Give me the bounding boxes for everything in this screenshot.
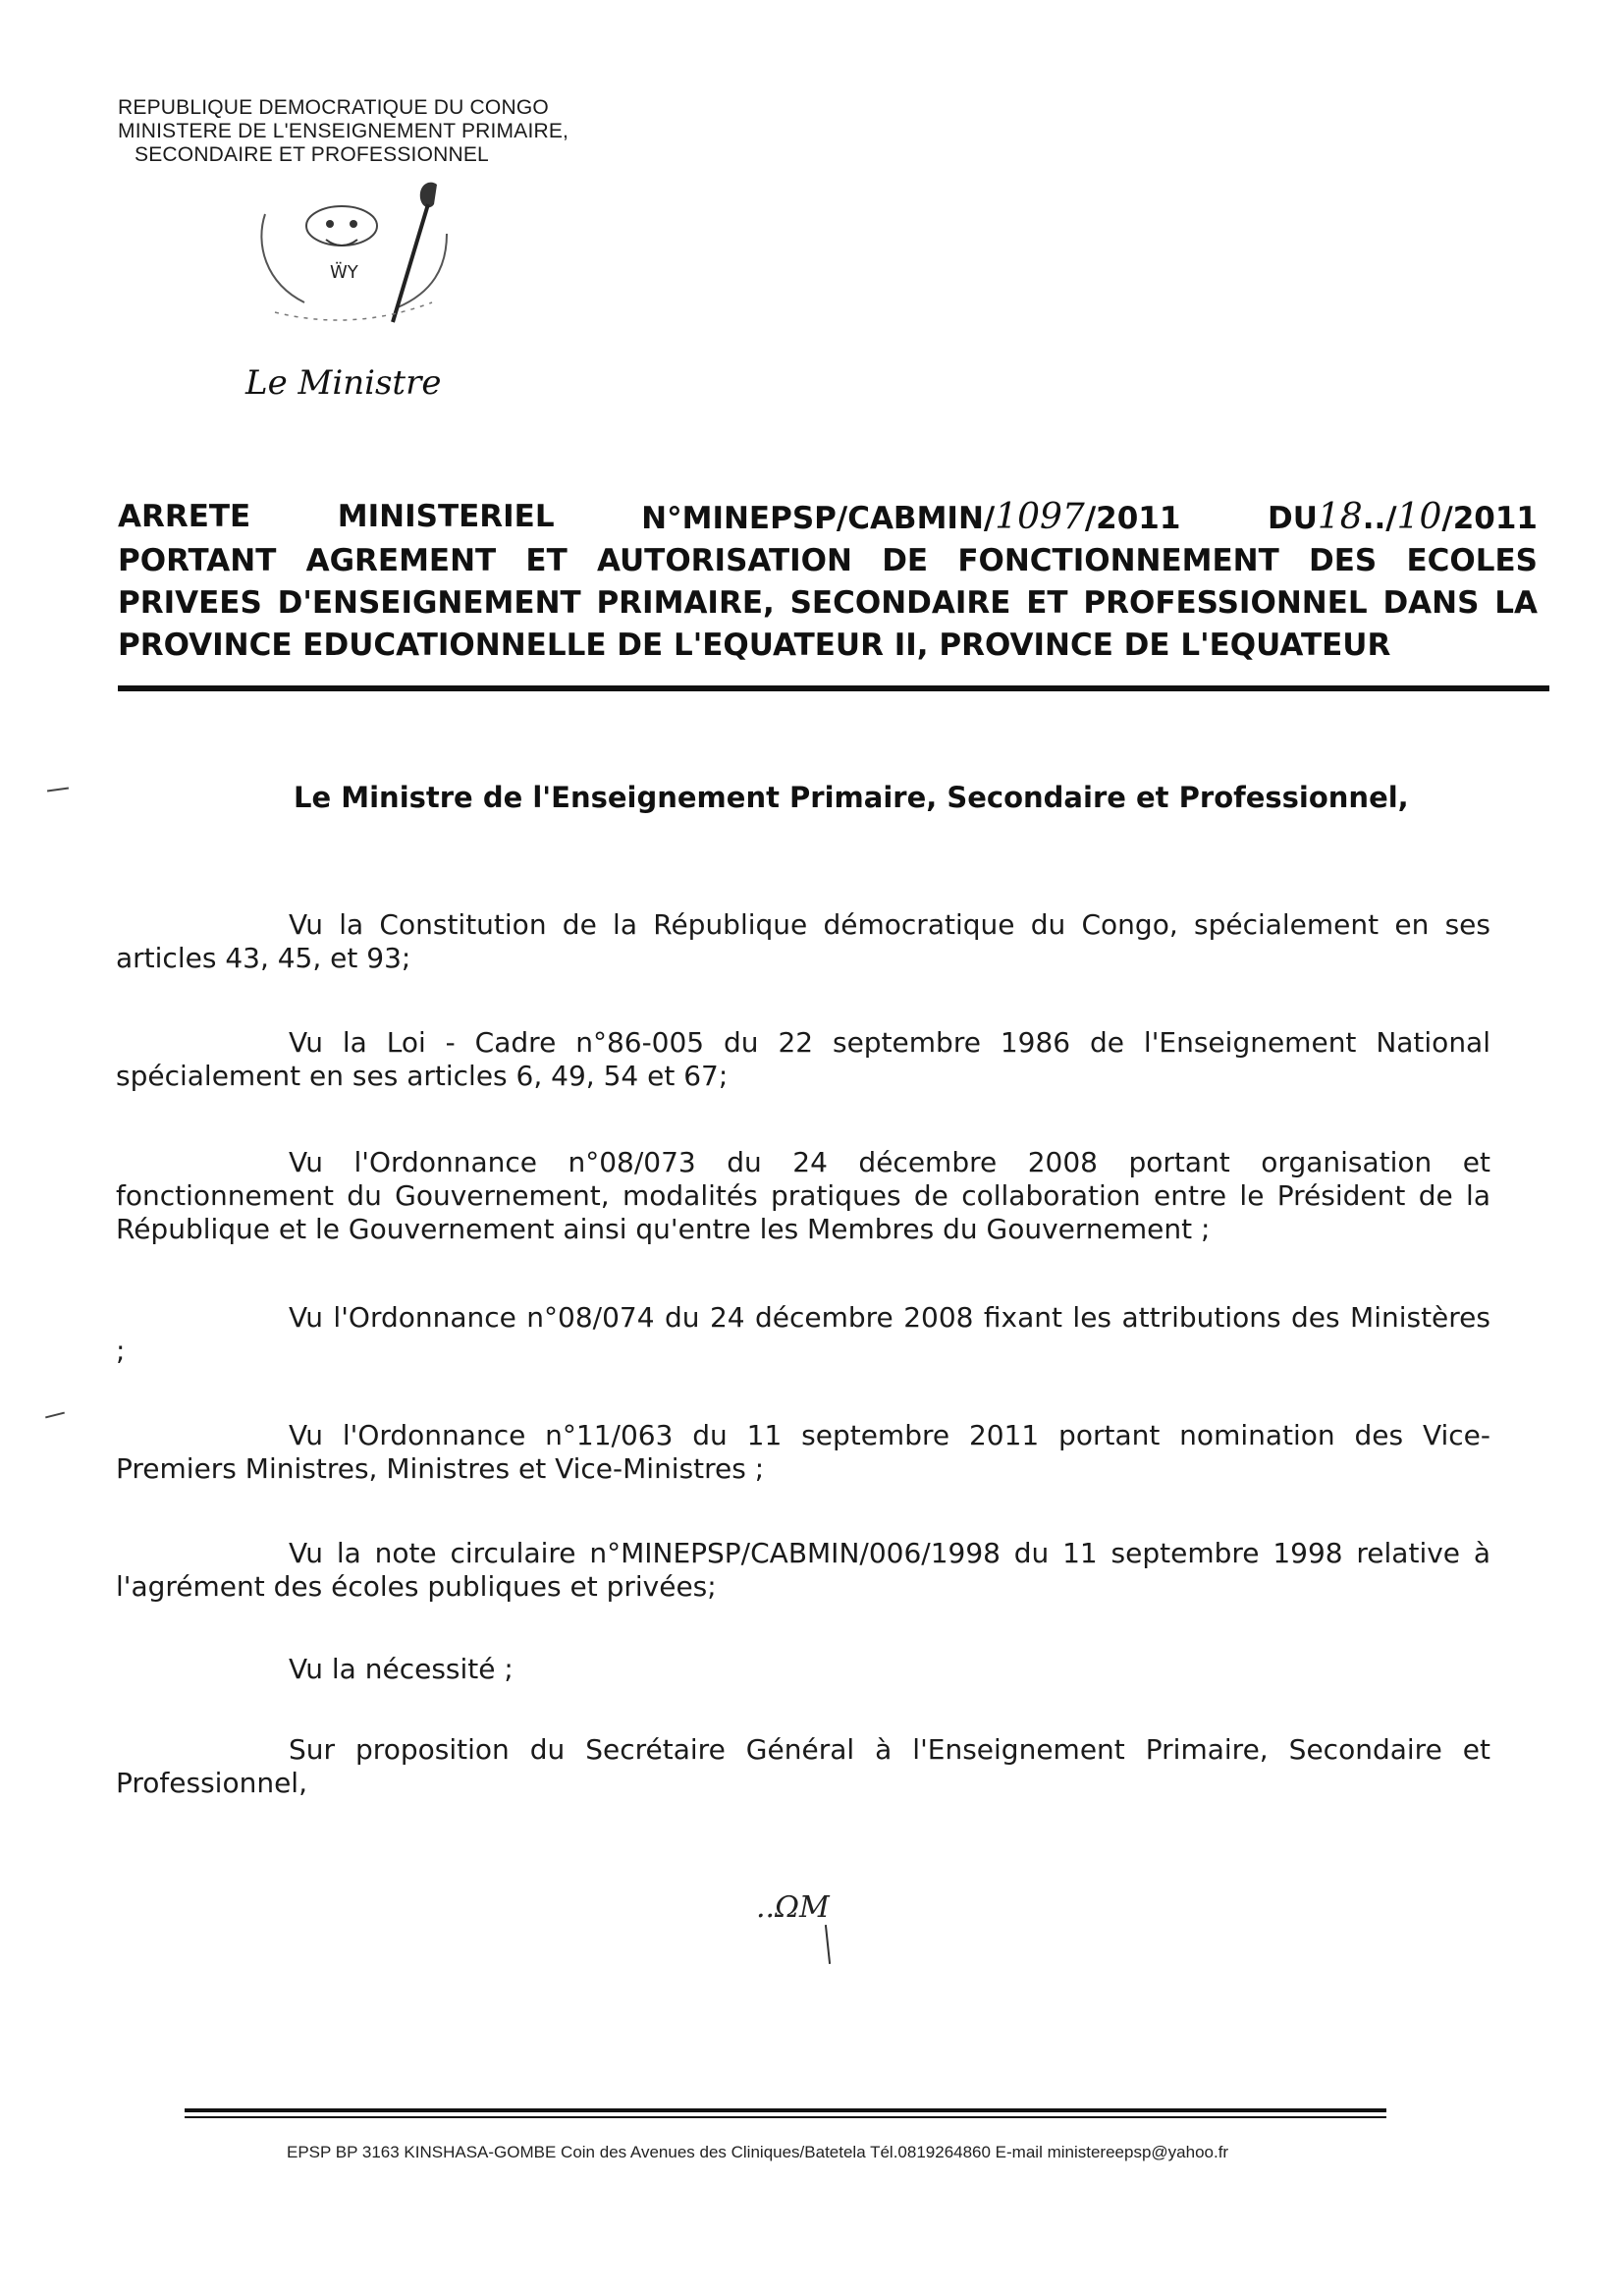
consideration-1 [116,908,1490,975]
consideration-text: Vu la Constitution de la République démocratique du Congo, spécialement en ses articles 43, 45, et 93; [116,908,1490,974]
consideration-text: Sur proposition du Secrétaire Général à l'Enseignement Primaire, Secondaire et Professionnel, [116,1733,1490,1799]
initials-handwritten: ..ΩM [756,1890,830,1925]
title-line-2: PORTANT AGREMENT ET AUTORISATION DE FONCTIONNEMENT DES ECOLES [118,543,1538,578]
signatory-title: Le Ministre [245,363,442,403]
title-ministeriel: MINISTERIEL [337,499,555,534]
consideration-3 [116,1146,1490,1246]
consideration-7 [116,1653,1490,1686]
footer-rule [185,2108,1386,2112]
consideration-8 [116,1733,1490,1800]
svg-text:ẄY: ẄY [330,262,358,283]
consideration-text: Vu la nécessité ; [289,1653,514,1685]
ref-number-handwritten: 1097 [995,497,1085,537]
margin-mark [47,787,69,792]
ref-prefix: N°MINEPSP/CABMIN/ [641,501,996,536]
consideration-text: Vu l'Ordonnance n°08/073 du 24 décembre 2008 portant organisation et fonctionnement du Gouvernement, modalités pratiques de collaboration entre le Président de la République et le Gouvernement ainsi qu'entre les Membres du Gouvernement ; [116,1146,1490,1245]
title-line-3: PRIVEES D'ENSEIGNEMENT PRIMAIRE, SECONDAIRE ET PROFESSIONNEL DANS LA [118,585,1538,621]
title-line-4: PROVINCE EDUCATIONNELLE DE L'EQUATEUR II, PROVINCE DE L'EQUATEUR [118,628,1391,663]
consideration-text: Vu l'Ordonnance n°08/074 du 24 décembre 2008 fixant les attributions des Ministères ; [116,1301,1490,1367]
consideration-4 [116,1301,1490,1368]
consideration-text: Vu l'Ordonnance n°11/063 du 11 septembre 2011 portant nomination des Vice-Premiers Ministres, Ministres et Vice-Ministres ; [116,1419,1490,1485]
letterhead [118,96,568,167]
title-line-1 [118,496,1538,540]
coat-of-arms-emblem [236,175,471,332]
consideration-5 [116,1419,1490,1486]
title-arrete: ARRETE [118,499,251,534]
consideration-6 [116,1537,1490,1604]
initials-stroke [825,1925,831,1964]
footer-rule-thin [185,2116,1386,2118]
letterhead-ministry-cont: SECONDAIRE ET PROFESSIONNEL [135,143,489,166]
decree-title [118,496,1538,667]
consideration-text: Vu la Loi - Cadre n°86-005 du 22 septembre 1986 de l'Enseignement National spécialement en ses articles 6, 49, 54 et 67; [116,1026,1490,1092]
date-day-handwritten: 18 [1317,497,1363,537]
ref-year: /2011 [1084,501,1181,536]
date-prefix: DU [1267,501,1318,536]
consideration-2 [116,1026,1490,1093]
decree-reference [641,496,1180,540]
letterhead-country: REPUBLIQUE DEMOCRATIQUE DU CONGO [118,96,549,119]
decree-date: DU18../10/2011 [1267,497,1538,537]
preamble: Le Ministre de l'Enseignement Primaire, Secondaire et Professionnel, [294,781,1409,814]
title-rule [118,685,1549,691]
footer-address: EPSP BP 3163 KINSHASA-GOMBE Coin des Avenues des Cliniques/Batetela Tél.0819264860 E-mail ministereepsp@yahoo.fr [287,2143,1229,2161]
date-month-handwritten: 10 [1396,497,1442,537]
letterhead-ministry: MINISTERE DE L'ENSEIGNEMENT PRIMAIRE, [118,120,569,142]
consideration-text: Vu la note circulaire n°MINEPSP/CABMIN/006/1998 du 11 septembre 1998 relative à l'agrément des écoles publiques et privées; [116,1537,1490,1603]
date-year: /2011 [1441,501,1538,536]
margin-mark [45,1412,65,1419]
